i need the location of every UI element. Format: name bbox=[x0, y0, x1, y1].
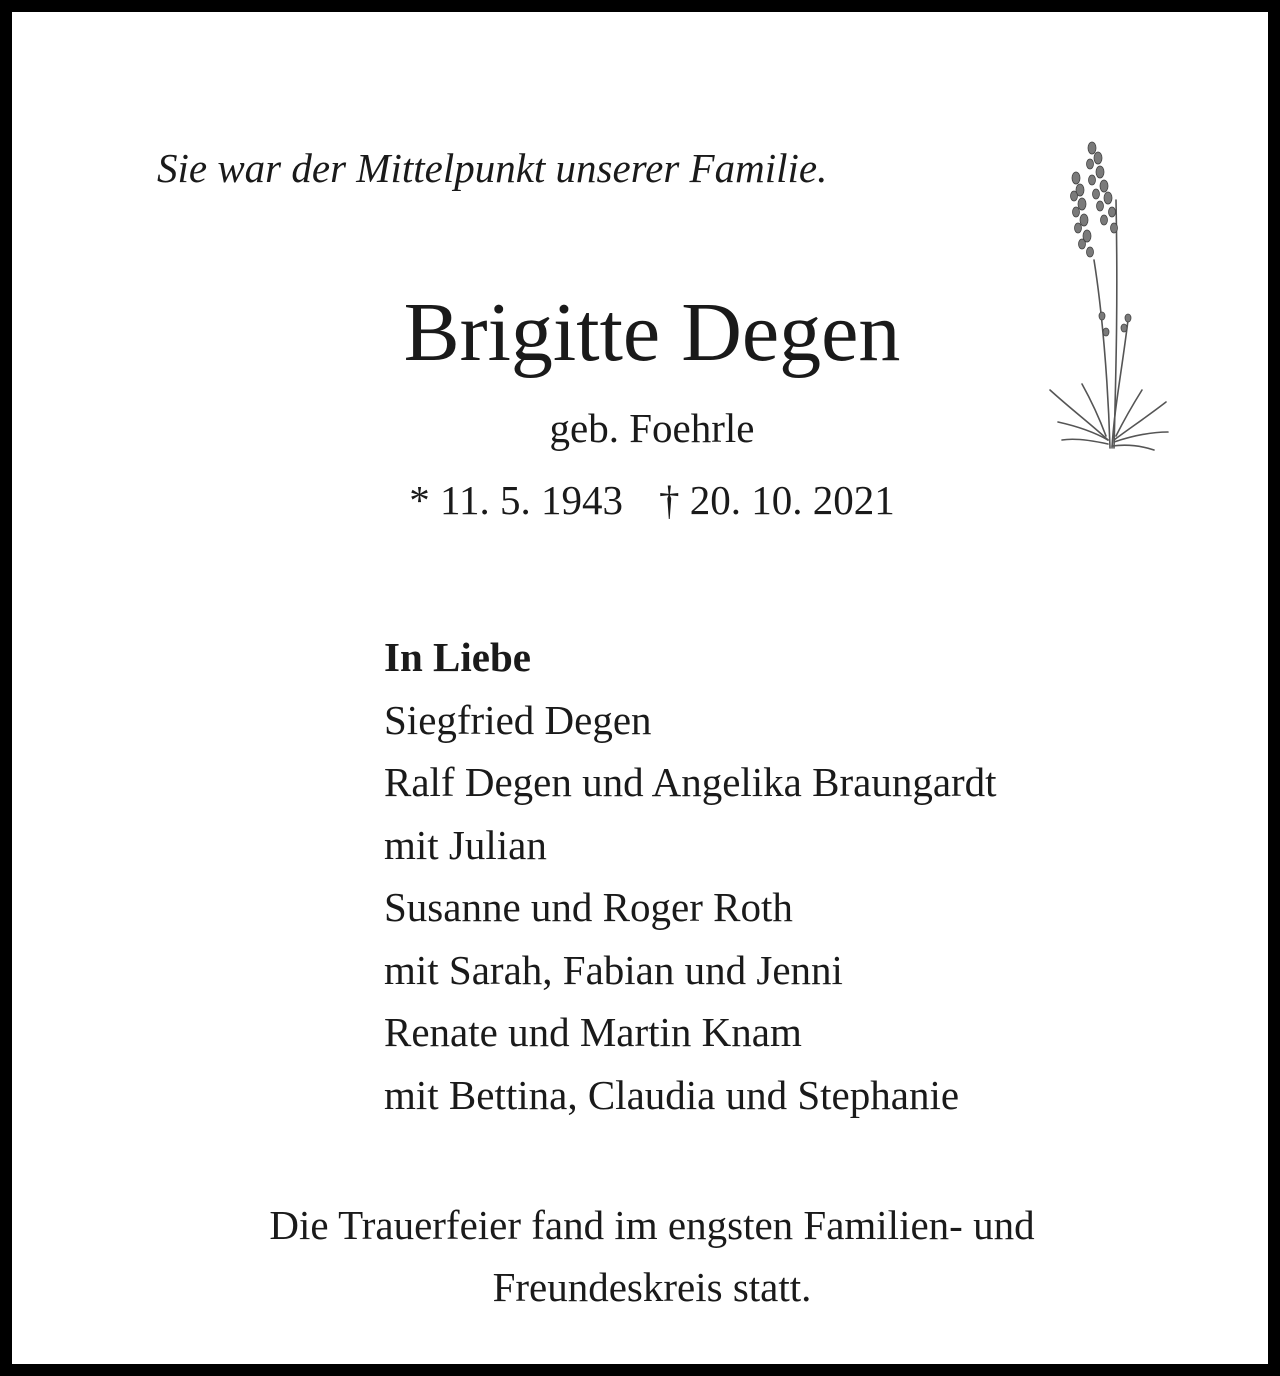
mourner-line: Siegfried Degen bbox=[384, 696, 652, 743]
mourner-line: mit Bettina, Claudia und Stephanie bbox=[384, 1071, 960, 1118]
motto-text: Sie war der Mittelpunkt unserer Familie. bbox=[157, 145, 828, 191]
mourners-list bbox=[384, 626, 997, 1126]
mourner-line: Ralf Degen und Angelika Braungardt bbox=[384, 759, 997, 805]
mourner-line: mit Sarah, Fabian und Jenni bbox=[384, 946, 843, 993]
birth-date: * 11. 5. 1943 bbox=[409, 477, 623, 523]
mourner-line: Renate und Martin Knam bbox=[384, 1009, 802, 1055]
mourners-heading: In Liebe bbox=[384, 634, 531, 680]
life-dates bbox=[12, 472, 1280, 528]
funeral-note-line: Die Trauerfeier fand im engsten Familien- und bbox=[269, 1202, 1035, 1248]
mourner-line: Susanne und Roger Roth bbox=[384, 884, 793, 930]
death-date: † 20. 10. 2021 bbox=[658, 477, 895, 523]
deceased-name: Brigitte Degen bbox=[403, 286, 901, 379]
funeral-note bbox=[12, 1194, 1280, 1318]
funeral-note-line: Freundeskreis statt. bbox=[492, 1264, 812, 1310]
mourner-line: mit Julian bbox=[384, 821, 547, 868]
birth-name: geb. Foehrle bbox=[549, 405, 755, 451]
